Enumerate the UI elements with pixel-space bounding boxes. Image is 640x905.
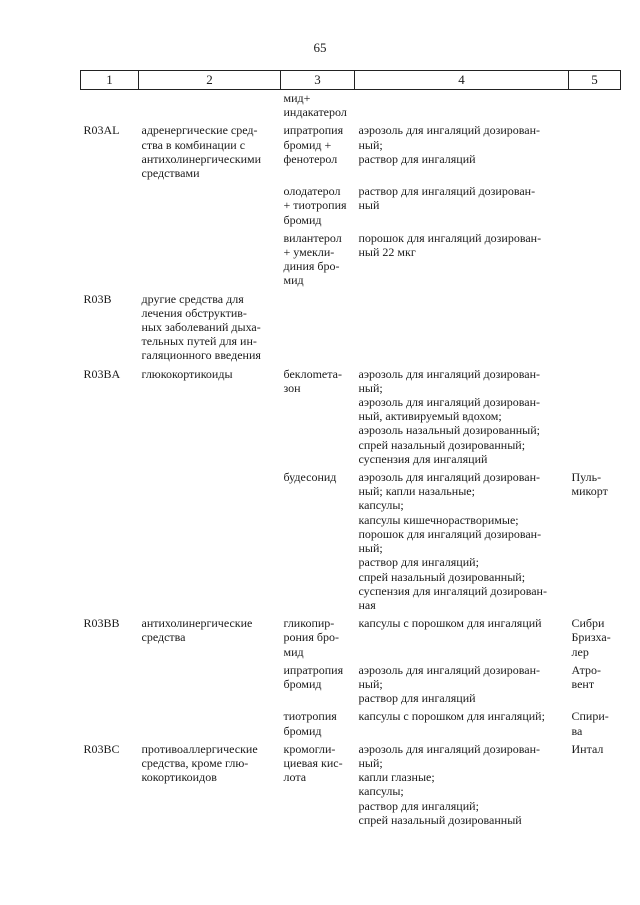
cell-line: микорт — [571, 484, 608, 499]
cell-line: аэрозоль для ингаляций дозирован- — [358, 366, 541, 381]
cell-line: ных заболеваний дыха- — [141, 320, 261, 335]
cell-line: спрей назальный дозированный — [358, 812, 522, 827]
cell-line: + тиотропия — [283, 198, 347, 213]
cell-line: Спири- — [571, 709, 609, 724]
table-row — [81, 741, 621, 830]
cell-line: гликопир- — [283, 616, 335, 631]
substance-cell — [281, 615, 355, 662]
cell-line: Бризха- — [571, 630, 611, 645]
cell-line: Интал — [571, 741, 604, 756]
atc-code-cell: R03BA — [83, 366, 121, 381]
cell-line: аэрозоль для ингаляций дозирован- — [358, 470, 541, 485]
cell-line: ная — [358, 597, 376, 612]
cell-line: ный; — [358, 676, 383, 691]
cell-line: мид — [283, 273, 304, 288]
cell-line: противоаллергические — [141, 741, 258, 756]
cell-line: ный, активируемый вдохом; — [358, 409, 502, 424]
trade-name-cell — [569, 291, 621, 366]
column-header-3: 3 — [281, 71, 355, 90]
cell-line: суспензия для ингаляций — [358, 451, 488, 466]
table-row — [81, 662, 621, 709]
cell-line: аэрозоль для ингаляций дозирован- — [358, 662, 541, 677]
cell-line: лечения обструктив- — [141, 305, 247, 320]
cell-line: олодатерол — [283, 184, 341, 199]
atc-code-cell: R03B — [83, 291, 112, 306]
group-name-cell — [139, 183, 281, 230]
cell-line: капсулы кишечнорастворимые; — [358, 512, 519, 527]
table-row — [81, 708, 621, 740]
table-row — [81, 366, 621, 469]
column-header-2: 2 — [139, 71, 281, 90]
cell-line: лер — [571, 644, 589, 659]
dosage-forms-cell — [355, 183, 569, 230]
cell-line: галяционного введения — [141, 348, 261, 363]
substance-cell — [281, 469, 355, 615]
cell-line: порошок для ингаляций дозирован- — [358, 230, 542, 245]
cell-line: антихолинергическими — [141, 151, 262, 166]
atc-code-cell — [81, 183, 139, 230]
cell-line: суспензия для ингаляций дозирован- — [358, 583, 547, 598]
table-row — [81, 615, 621, 662]
cell-line: вент — [571, 676, 595, 691]
group-name-cell — [139, 366, 281, 469]
atc-code-cell — [81, 662, 139, 709]
trade-name-cell — [569, 662, 621, 709]
cell-line: ный 22 мкг — [358, 245, 416, 260]
cell-line: ный — [358, 198, 380, 213]
trade-name-cell — [569, 183, 621, 230]
dosage-forms-cell — [355, 230, 569, 291]
group-name-cell — [139, 615, 281, 662]
cell-line: средства — [141, 630, 186, 645]
cell-line: индакатерол — [283, 105, 347, 120]
table-row — [81, 469, 621, 615]
trade-name-cell — [569, 741, 621, 830]
cell-line: раствор для ингаляций; — [358, 798, 479, 813]
group-name-cell — [139, 122, 281, 183]
cell-line: капсулы с порошком для ингаляций; — [358, 709, 545, 724]
dosage-forms-cell — [355, 469, 569, 615]
table-header-row — [81, 71, 621, 90]
cell-line: рония бро- — [283, 630, 339, 645]
atc-code-cell — [81, 469, 139, 615]
cell-line: лота — [283, 770, 307, 785]
trade-name-cell — [569, 122, 621, 183]
cell-line: капсулы с порошком для ингаляций — [358, 616, 542, 631]
cell-line: Сибри — [571, 616, 605, 631]
table-row — [81, 291, 621, 366]
substance-cell — [281, 291, 355, 366]
cell-line: другие средства для — [141, 291, 244, 306]
cell-line: аэрозоль для ингаляций дозирован- — [358, 741, 541, 756]
cell-line: тиотропия — [283, 709, 337, 724]
substance-cell — [281, 183, 355, 230]
table-row — [81, 90, 621, 123]
group-name-cell — [139, 708, 281, 740]
page-number: 65 — [313, 40, 327, 55]
cell-line: глюкокортикоиды — [141, 366, 233, 381]
dosage-forms-cell — [355, 366, 569, 469]
group-name-cell — [139, 741, 281, 830]
table-row — [81, 183, 621, 230]
cell-line: раствор для ингаляций — [358, 151, 476, 166]
cell-line: ный; — [358, 541, 383, 556]
cell-line: аэрозоль для ингаляций дозирован- — [358, 123, 541, 138]
atc-code-cell — [81, 90, 139, 123]
cell-line: раствор для ингаляций; — [358, 555, 479, 570]
dosage-forms-cell — [355, 122, 569, 183]
cell-line: раствор для ингаляций — [358, 691, 476, 706]
cell-line: ный; — [358, 380, 383, 395]
dosage-forms-cell — [355, 615, 569, 662]
cell-line: мид+ — [283, 91, 311, 105]
cell-line: ва — [571, 723, 583, 738]
cell-line: фенотерол — [283, 151, 338, 166]
dosage-forms-cell — [355, 708, 569, 740]
cell-line: ства в комбинации с — [141, 137, 246, 152]
cell-line: кокортикоидов — [141, 770, 217, 785]
atc-code-cell — [81, 708, 139, 740]
cell-line: ный; капли назальные; — [358, 484, 475, 499]
cell-line: циевая кис- — [283, 755, 343, 770]
table-body — [81, 90, 621, 830]
trade-name-cell — [569, 230, 621, 291]
cell-line: тельных путей для ин- — [141, 334, 257, 349]
cell-line: бромид — [283, 676, 322, 691]
trade-name-cell — [569, 708, 621, 740]
cell-line: ипратропия — [283, 123, 344, 138]
cell-line: ный; — [358, 137, 383, 152]
atc-code-cell: R03BB — [83, 616, 120, 631]
substance-cell — [281, 741, 355, 830]
column-header-5: 5 — [569, 71, 621, 90]
atc-code-cell: R03AL — [83, 123, 120, 138]
cell-line: аэрозоль для ингаляций дозирован- — [358, 395, 541, 410]
trade-name-cell — [569, 90, 621, 123]
drug-table — [80, 70, 621, 830]
cell-line: кромогли- — [283, 741, 336, 756]
substance-cell — [281, 662, 355, 709]
substance-cell — [281, 122, 355, 183]
dosage-forms-cell — [355, 662, 569, 709]
cell-line: средства, кроме глю- — [141, 755, 249, 770]
group-name-cell — [139, 291, 281, 366]
cell-line: порошок для ингаляций дозирован- — [358, 526, 542, 541]
atc-code-cell: R03BC — [83, 741, 120, 756]
substance-cell — [281, 90, 355, 123]
trade-name-cell — [569, 469, 621, 615]
cell-line: Пуль- — [571, 470, 602, 485]
cell-line: капсулы; — [358, 784, 404, 799]
trade-name-cell — [569, 366, 621, 469]
cell-line: средствами — [141, 166, 200, 181]
cell-line: капли глазные; — [358, 770, 435, 785]
cell-line: диния бро- — [283, 259, 340, 274]
cell-line: капсулы; — [358, 498, 404, 513]
column-header-4: 4 — [355, 71, 569, 90]
dosage-forms-cell — [355, 291, 569, 366]
cell-line: бромид — [283, 723, 322, 738]
atc-code-cell — [81, 230, 139, 291]
cell-line: Атро- — [571, 662, 601, 677]
table-row — [81, 122, 621, 183]
cell-line: ный; — [358, 755, 383, 770]
substance-cell — [281, 230, 355, 291]
column-header-1: 1 — [81, 71, 139, 90]
cell-line: антихолинергические — [141, 616, 253, 631]
substance-cell — [281, 366, 355, 469]
cell-line: спрей назальный дозированный; — [358, 569, 526, 584]
group-name-cell — [139, 469, 281, 615]
cell-line: адренергические сред- — [141, 123, 258, 138]
cell-line: ипратропия — [283, 662, 344, 677]
cell-line: бромид — [283, 212, 322, 227]
group-name-cell — [139, 230, 281, 291]
cell-line: + умекли- — [283, 245, 335, 260]
cell-line: мид — [283, 644, 304, 659]
cell-line: зон — [283, 380, 301, 395]
cell-line: будесонид — [283, 470, 337, 485]
cell-line: беклomета- — [283, 366, 342, 381]
group-name-cell — [139, 90, 281, 123]
cell-line: бромид + — [283, 137, 332, 152]
trade-name-cell — [569, 615, 621, 662]
substance-cell — [281, 708, 355, 740]
group-name-cell — [139, 662, 281, 709]
cell-line: аэрозоль назальный дозированный; — [358, 423, 540, 438]
dosage-forms-cell — [355, 90, 569, 123]
cell-line: вилантерол — [283, 230, 342, 245]
dosage-forms-cell — [355, 741, 569, 830]
table-row — [81, 230, 621, 291]
cell-line: спрей назальный дозированный; — [358, 437, 526, 452]
cell-line: раствор для ингаляций дозирован- — [358, 184, 536, 199]
